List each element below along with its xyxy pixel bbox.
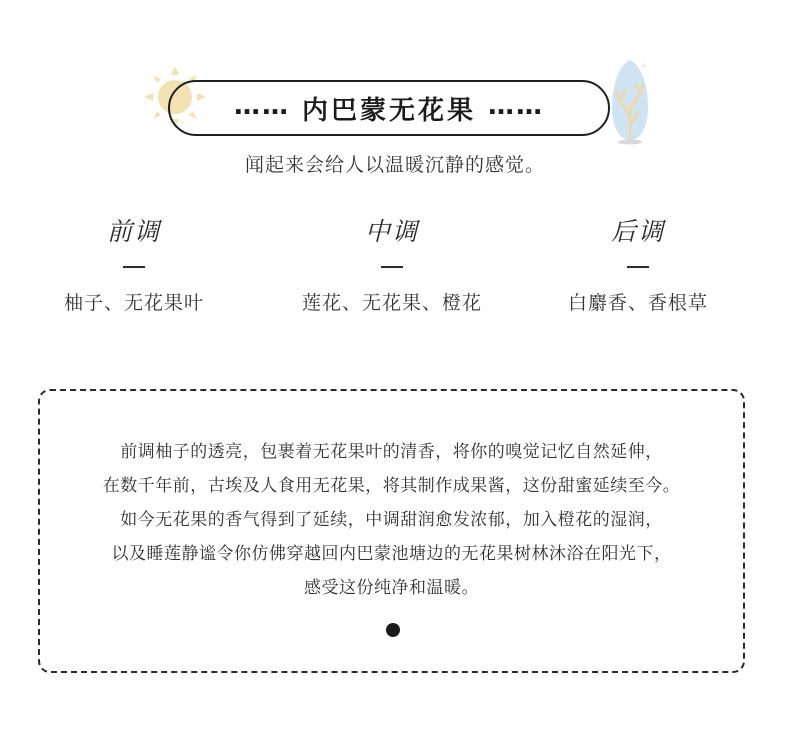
note-divider [123, 266, 145, 268]
description-line: 以及睡莲静谧令你仿佛穿越回内巴蒙池塘边的无花果树林沐浴在阳光下， [111, 544, 672, 564]
subtitle: 闻起来会给人以温暖沉静的感觉。 [244, 154, 545, 176]
note-top [24, 212, 244, 315]
description-line: 前调柚子的透亮，包裹着无花果叶的清香，将你的嗅觉记忆自然延伸， [120, 442, 663, 462]
note-title: 前调 [106, 217, 161, 246]
description-text [40, 435, 743, 605]
note-items: 白麝香、香根草 [567, 292, 708, 314]
title-pill [168, 80, 610, 136]
note-base [528, 212, 748, 315]
note-title: 后调 [610, 217, 665, 246]
note-divider [627, 266, 649, 268]
description-line: 感受这份纯净和温暖。 [304, 578, 479, 598]
note-items: 柚子、无花果叶 [63, 292, 204, 314]
note-title: 中调 [364, 217, 419, 246]
description-line: 如今无花果的香气得到了延续，中调甜润愈发浓郁，加入橙花的湿润， [120, 510, 663, 530]
note-divider [381, 266, 403, 268]
note-items: 莲花、无花果、橙花 [301, 292, 482, 314]
tree-icon [606, 56, 654, 148]
note-middle [282, 212, 502, 315]
fragrance-notes [0, 212, 790, 322]
description-line: 在数千年前，古埃及人食用无花果，将其制作成果酱，这份甜蜜延续至今。 [102, 476, 681, 496]
title-section [140, 56, 660, 156]
title-dots-right: …… [488, 91, 544, 121]
bullet-dot-icon [386, 623, 400, 637]
title-dots-left: …… [233, 91, 290, 121]
page-title: 内巴蒙无花果 [301, 95, 476, 126]
description-box [38, 389, 745, 673]
